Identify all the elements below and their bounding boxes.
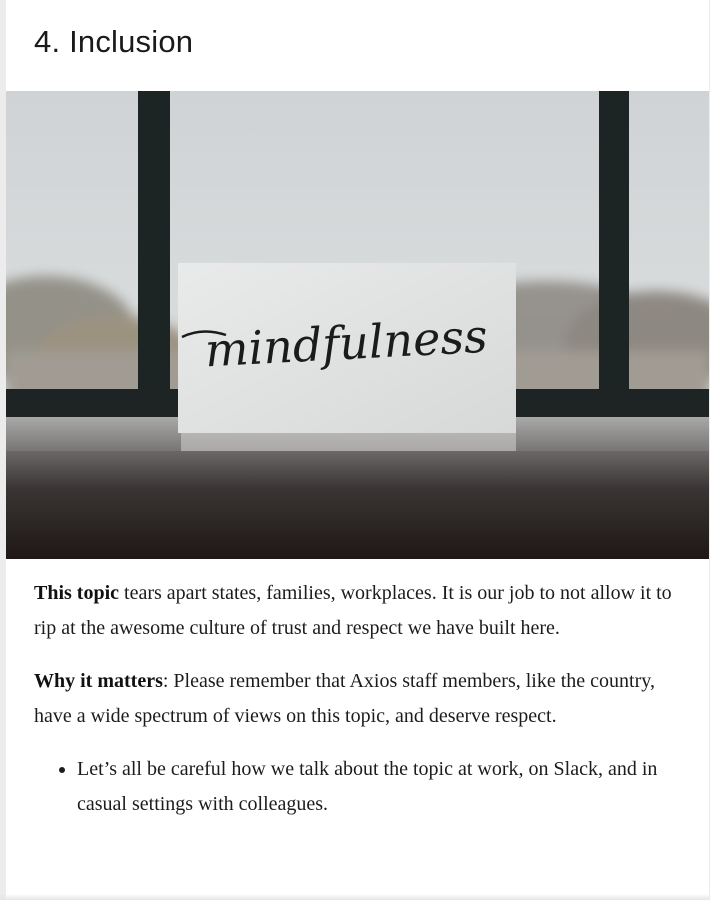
why-it-matters-bold: Why it matters xyxy=(34,670,163,692)
card-lettering: mindfulness xyxy=(203,308,489,378)
bullet-list xyxy=(34,752,687,822)
list-item: • Let’s all be careful how we talk about the topic at work, on Slack, and in casual settings with colleagues. xyxy=(77,752,687,822)
article-body xyxy=(34,576,687,822)
why-it-matters-text: : Please remember that Axios staff members, like the country, have a wide spectrum of views on this topic, and deserve respect. xyxy=(34,670,655,727)
paragraph-why-it-matters xyxy=(34,664,687,734)
bottom-fade xyxy=(0,894,710,900)
hero-image xyxy=(6,91,709,559)
email-content xyxy=(6,0,709,900)
section-heading: 4. Inclusion xyxy=(34,24,194,59)
paragraph-intro-bold: This topic xyxy=(34,582,120,604)
paragraph-intro xyxy=(34,576,687,646)
paragraph-intro-text: tears apart states, families, workplaces. It is our job to not allow it to rip at the awesome culture of trust and respect we have built here. xyxy=(34,582,672,639)
